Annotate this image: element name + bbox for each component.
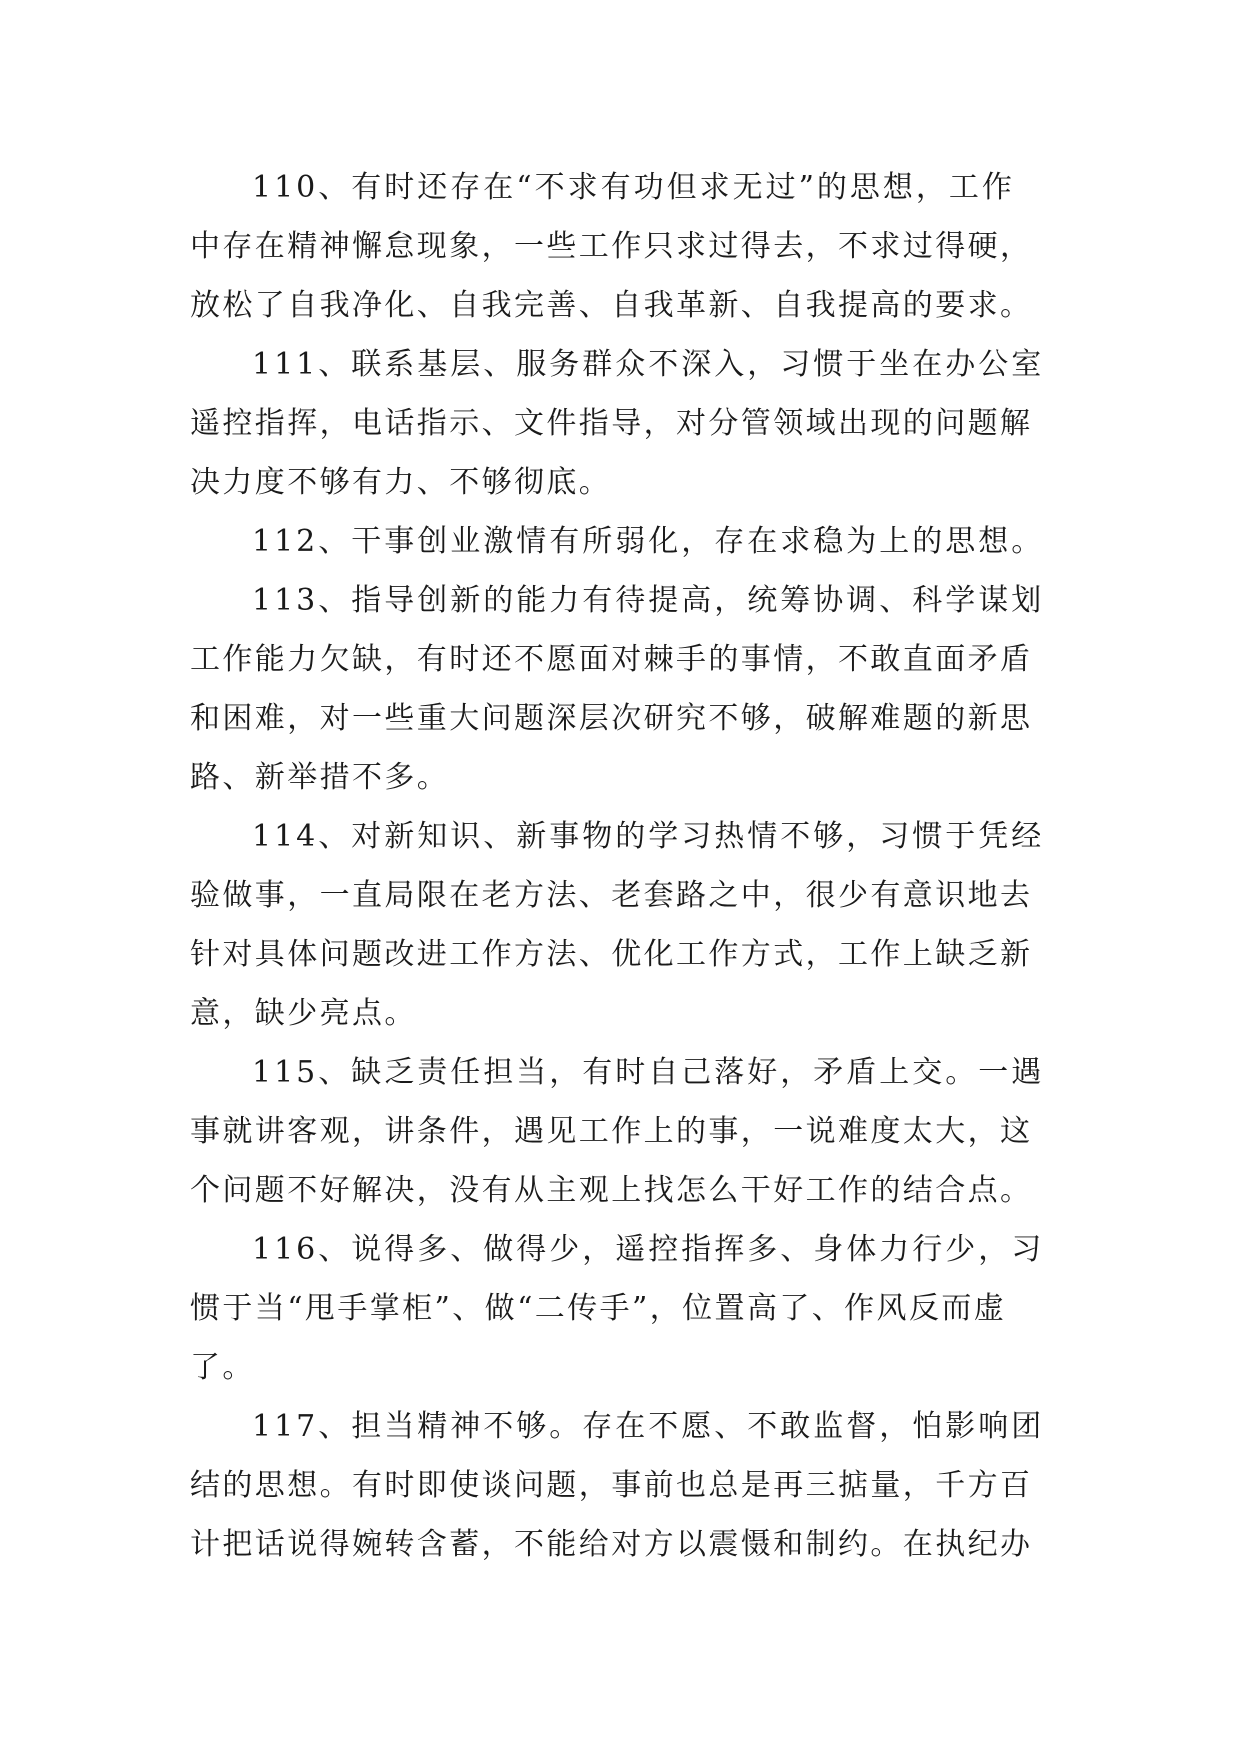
paragraph-line: 验做事，一直局限在老方法、老套路之中，很少有意识地去 — [190, 878, 1033, 913]
paragraph-first-line: 114、对新知识、新事物的学习热情不够，习惯于凭经 — [252, 819, 1045, 854]
paragraph-first-line: 117、担当精神不够。存在不愿、不敢监督，怕影响团 — [252, 1409, 1045, 1444]
paragraph-line: 路、新举措不多。 — [190, 760, 450, 795]
paragraph-line: 针对具体问题改进工作方法、优化工作方式，工作上缺乏新 — [190, 937, 1033, 972]
paragraph-line: 个问题不好解决，没有从主观上找怎么干好工作的结合点。 — [190, 1173, 1033, 1208]
paragraph-line: 事就讲客观，讲条件，遇见工作上的事，一说难度太大，这 — [190, 1114, 1033, 1149]
document-body — [190, 158, 1070, 1574]
paragraph-line: 中存在精神懈怠现象，一些工作只求过得去，不求过得硬， — [190, 229, 1033, 264]
paragraph-line: 了。 — [190, 1350, 255, 1385]
paragraph-line: 和困难，对一些重大问题深层次研究不够，破解难题的新思 — [190, 701, 1033, 736]
paragraph-line: 放松了自我净化、自我完善、自我革新、自我提高的要求。 — [190, 288, 1033, 323]
paragraph-line: 工作能力欠缺，有时还不愿面对棘手的事情，不敢直面矛盾 — [190, 642, 1033, 677]
paragraph-first-line: 110、有时还存在“不求有功但求无过”的思想，工作 — [252, 170, 1015, 205]
paragraph-line: 决力度不够有力、不够彻底。 — [190, 465, 612, 500]
paragraph-line: 结的思想。有时即使谈问题，事前也总是再三掂量，千方百 — [190, 1468, 1033, 1503]
paragraph-first-line: 111、联系基层、服务群众不深入，习惯于坐在办公室 — [252, 347, 1045, 382]
paragraph-first-line: 115、缺乏责任担当，有时自己落好，矛盾上交。一遇 — [252, 1055, 1045, 1090]
paragraph-first-line: 113、指导创新的能力有待提高，统筹协调、科学谋划 — [252, 583, 1045, 618]
paragraph-line: 遥控指挥，电话指示、文件指导，对分管领域出现的问题解 — [190, 406, 1033, 441]
paragraph-first-line: 112、干事创业激情有所弱化，存在求稳为上的思想。 — [252, 524, 1045, 559]
paragraph-line: 计把话说得婉转含蓄，不能给对方以震慑和制约。在执纪办 — [190, 1527, 1033, 1562]
paragraph-line: 惯于当“甩手掌柜”、做“二传手”，位置高了、作风反而虚 — [190, 1291, 1007, 1326]
paragraph-first-line: 116、说得多、做得少，遥控指挥多、身体力行少，习 — [252, 1232, 1045, 1267]
paragraph-line: 意，缺少亮点。 — [190, 996, 417, 1031]
